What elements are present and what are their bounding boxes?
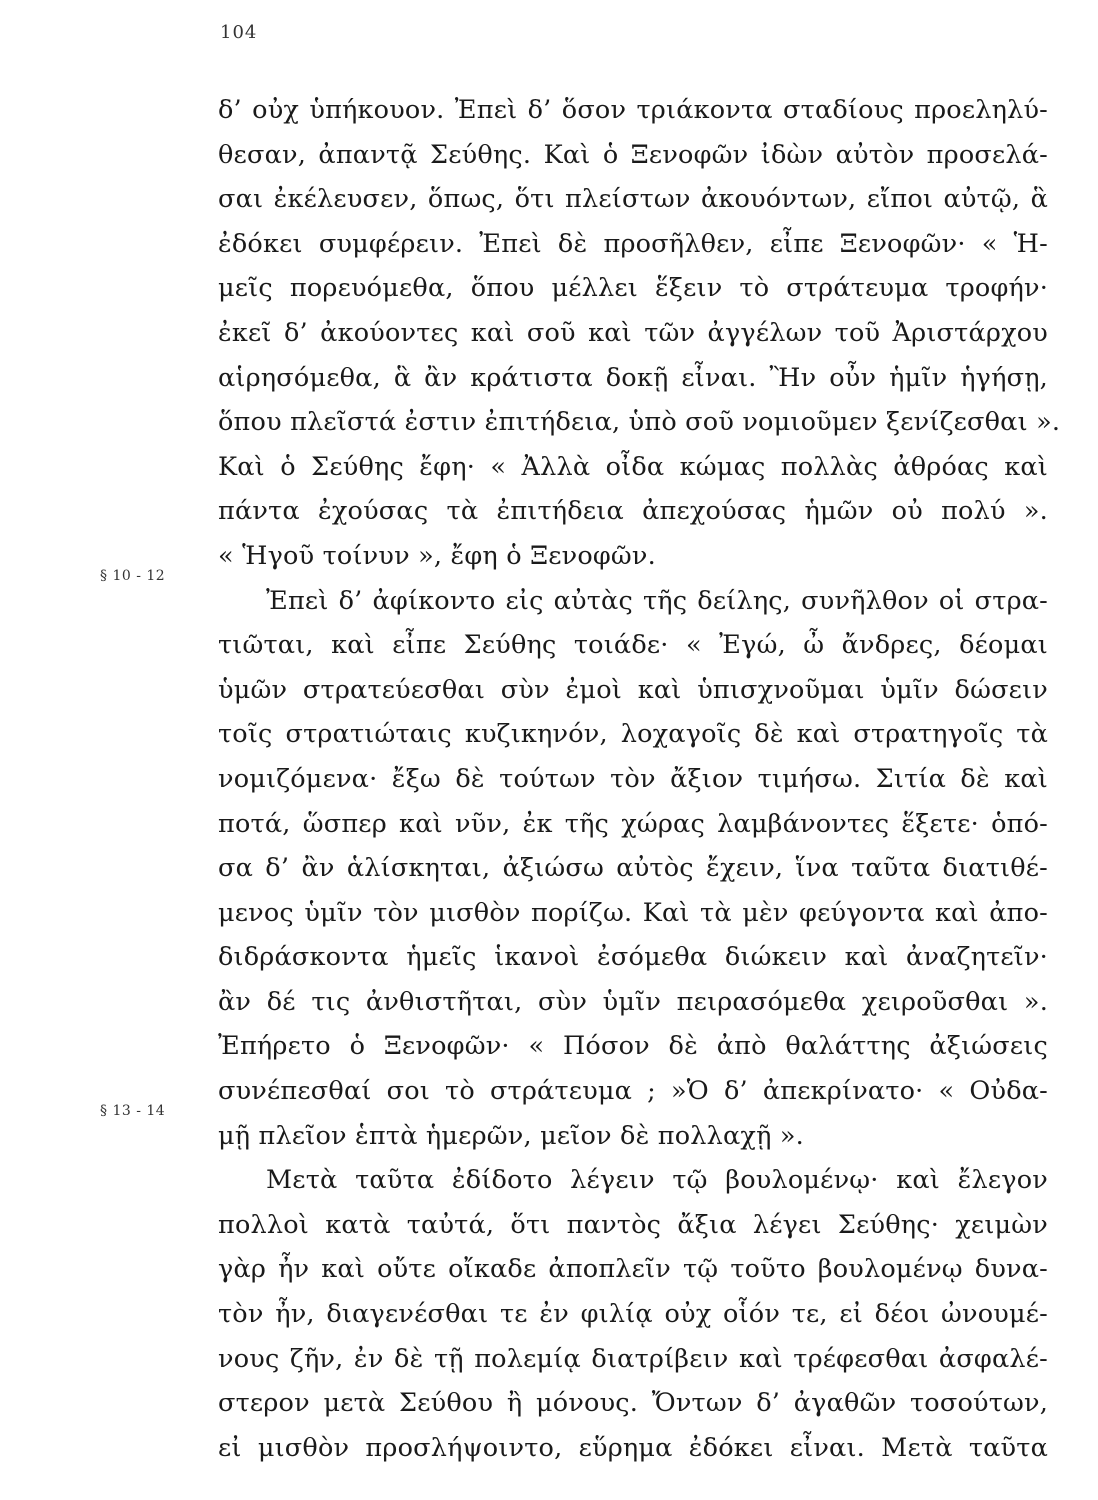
text-line: τοῖς στρατιώταις κυζικηνόν, λοχαγοῖς δὲ καὶ στρατηγοῖς τὰ xyxy=(218,719,1048,750)
text-line: « Ἡγοῦ τοίνυν », ἔφη ὁ Ξενοφῶν. xyxy=(218,540,656,571)
text-line: ἂν δέ τις ἀνθιστῆται, σὺν ὑμῖν πειρασόμεθα χειροῦσθαι ». xyxy=(218,986,1048,1017)
text-line: Καὶ ὁ Σεύθης ἔφη· « Ἀλλὰ οἶδα κώμας πολλὰς ἀθρόας καὶ xyxy=(218,451,1048,482)
text-line: τὸν ἦν, διαγενέσθαι τε ἐν φιλίᾳ οὐχ οἷόν τε, εἰ δέοι ὠνουμέ- xyxy=(218,1299,1048,1330)
text-line: νους ζῆν, ἐν δὲ τῇ πολεμίᾳ διατρίβειν καὶ τρέφεσθαι ἀσφαλέ- xyxy=(218,1343,1048,1374)
text-line: τιῶται, καὶ εἶπε Σεύθης τοιάδε· « Ἐγώ, ὦ ἄνδρες, δέομαι xyxy=(218,630,1048,661)
text-line: δ’ οὐχ ὑπήκουον. Ἐπεὶ δ’ ὅσον τριάκοντα σταδίους προεληλύ- xyxy=(218,95,1048,125)
text-line: σα δ’ ἂν ἁλίσκηται, ἀξιώσω αὐτὸς ἔχειν, ἵνα ταῦτα διατιθέ- xyxy=(218,853,1048,884)
text-line: γὰρ ἦν καὶ οὔτε οἴκαδε ἀποπλεῖν τῷ τοῦτο βουλομένῳ δυνα- xyxy=(218,1254,1048,1285)
text-line: ποτά, ὥσπερ καὶ νῦν, ἐκ τῆς χώρας λαμβάνοντες ἕξετε· ὁπό- xyxy=(218,808,1048,839)
text-line: μεῖς πορευόμεθα, ὅπου μέλλει ἕξειν τὸ στράτευμα τροφήν· xyxy=(218,273,1048,304)
text-line: αἱρησόμεθα, ἃ ἂν κράτιστα δοκῇ εἶναι. Ἢν οὖν ἡμῖν ἡγήσῃ, xyxy=(218,362,1048,393)
text-line: θεσαν, ἀπαντᾷ Σεύθης. Καὶ ὁ Ξενοφῶν ἰδὼν αὐτὸν προσελά- xyxy=(218,139,1048,170)
page-number: 104 xyxy=(220,22,258,43)
text-line: στερον μετὰ Σεύθου ἢ μόνους. Ὄντων δ’ ἀγαθῶν τοσούτων, xyxy=(218,1388,1048,1419)
text-line: ὑμῶν στρατεύεσθαι σὺν ἐμοὶ καὶ ὑπισχνοῦμαι ὑμῖν δώσειν xyxy=(218,674,1048,705)
text-line: πολλοὶ κατὰ ταὐτά, ὅτι παντὸς ἄξια λέγει Σεύθης· χειμὼν xyxy=(218,1209,1048,1240)
text-line: εἰ μισθὸν προσλήψοιντο, εὕρημα ἐδόκει εἶναι. Μετὰ ταῦτα xyxy=(218,1432,1048,1463)
text-line: νομιζόμενα· ἔξω δὲ τούτων τὸν ἄξιον τιμήσω. Σιτία δὲ καὶ xyxy=(218,763,1048,794)
text-line: συνέπεσθαί σοι τὸ στράτευμα ; »Ὁ δ’ ἀπεκρίνατο· « Οὐδα- xyxy=(218,1076,1048,1107)
text-line: μῇ πλεῖον ἑπτὰ ἡμερῶν, μεῖον δὲ πολλαχῇ ». xyxy=(218,1120,804,1151)
text-line: μενος ὑμῖν τὸν μισθὸν πορίζω. Καὶ τὰ μὲν φεύγοντα καὶ ἀπο- xyxy=(218,897,1048,928)
text-line: πάντα ἐχούσας τὰ ἐπιτήδεια ἀπεχούσας ἡμῶν οὐ πολύ ». xyxy=(218,496,1048,527)
text-line: ὅπου πλεῖστά ἐστιν ἐπιτήδεια, ὑπὸ σοῦ νομιοῦμεν ξενίζεσθαι ». xyxy=(218,407,1061,438)
text-line: ἐκεῖ δ’ ἀκούοντες καὶ σοῦ καὶ τῶν ἀγγέλων τοῦ Ἀριστάρχου xyxy=(218,317,1048,348)
section-marker: § 10 - 12 xyxy=(100,568,166,584)
text-line: Ἐπεὶ δ’ ἀφίκοντο εἰς αὐτὰς τῆς δείλης, συνῆλθον οἱ στρα- xyxy=(266,585,1048,616)
text-line: διδράσκοντα ἡμεῖς ἱκανοὶ ἐσόμεθα διώκειν καὶ ἀναζητεῖν· xyxy=(218,942,1048,973)
body-text xyxy=(218,88,1061,1470)
section-marker: § 13 - 14 xyxy=(100,1103,166,1119)
text-line: σαι ἐκέλευσεν, ὅπως, ὅτι πλείστων ἀκουόντων, εἴποι αὐτῷ, ἃ xyxy=(218,184,1048,215)
text-line: Μετὰ ταῦτα ἐδίδοτο λέγειν τῷ βουλομένῳ· καὶ ἔλεγον xyxy=(266,1165,1048,1196)
text-line: Ἐπήρετο ὁ Ξενοφῶν· « Πόσον δὲ ἀπὸ θαλάττης ἀξιώσεις xyxy=(218,1031,1048,1062)
text-line: ἐδόκει συμφέρειν. Ἐπεὶ δὲ προσῆλθεν, εἶπε Ξενοφῶν· « Ἡ- xyxy=(218,228,1048,259)
